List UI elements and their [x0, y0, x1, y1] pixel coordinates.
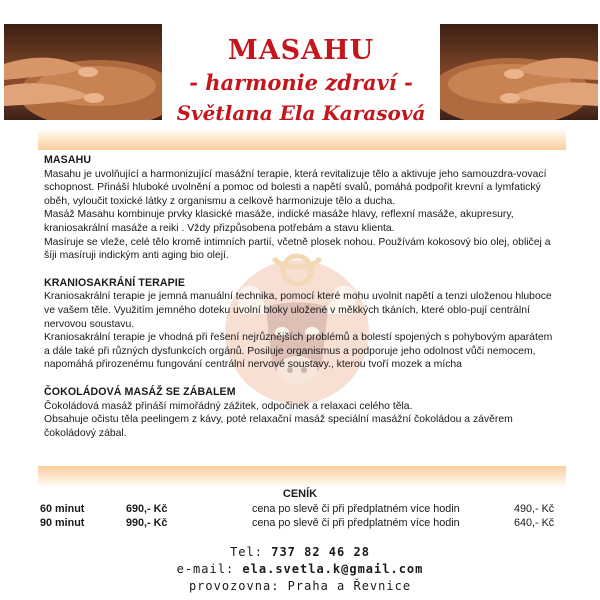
paragraph: Masíruje se vleže, celé tělo kromě intimních partií, včetně plosek nohou. Používám kokosový bio olej, obličej a šíji masíruji indickým anti aging bio olejí.	[44, 236, 551, 262]
phone-number[interactable]: 737 82 46 28	[271, 545, 370, 559]
phone-line	[0, 544, 600, 561]
section-craniosacral	[44, 277, 558, 372]
price-amount: 990,- Kč	[126, 517, 168, 529]
page-title: MASAHU	[227, 35, 375, 66]
email-label: e-mail:	[176, 562, 235, 576]
section-masahu	[44, 154, 558, 263]
paragraph: Čokoládová masáž přináší mimořádný zážitek, odpočinek a relaxaci celého těla.	[44, 400, 413, 412]
massage-photo-left	[4, 24, 162, 120]
section-chocolate	[44, 386, 558, 440]
section-title: KRANIOSAKRÁNÍ TERAPIE	[44, 276, 186, 289]
address-line	[0, 578, 600, 595]
price-duration: 60 minut	[40, 503, 85, 515]
decorative-band-top	[38, 128, 566, 150]
email-line	[0, 561, 600, 578]
price-duration: 90 minut	[40, 517, 85, 529]
massage-photo-right	[440, 24, 598, 120]
email-link[interactable]: ela.svetla.k@gmail.com	[242, 562, 424, 576]
phone-label: Tel:	[230, 545, 263, 559]
address-label: provozovna:	[188, 579, 280, 593]
therapist-name: Světlana Ela Karasová	[176, 101, 426, 125]
paragraph: Kraniosakrální terapie je vhodná při řešení nejrůznějších problémů a bolestí spojených s pohybovým aparátem a dále také při různých dysfunkcích orgánů. Posiluje organismus a podporuje jeho odolnost vůči nemocem, napomáhá přirozenému fungování centrální nervové soustavy., kterou tvoří mozek a mícha	[44, 332, 553, 371]
decorative-band-bottom	[38, 466, 566, 488]
price-discount: 490,- Kč	[514, 503, 555, 515]
paragraph: Obsahuje očistu těla peelingem z kávy, poté relaxační masáž speciální masážní čokoládou a závěrem čokoládový zábal.	[44, 414, 513, 439]
price-discount: 640,- Kč	[514, 517, 555, 529]
paragraph: Masahu je uvolňující a harmonizující masážní terapie, která revitalizuje tělo a aktivuje jeho samouzdra-vovací schopnost. Přináší hluboké uvolnění a pomoc od bolesti a napětí svalů, pomáhá podpořit krevní a lymfatický oběh, vyloučit toxické látky z organismu a celkově harmonizuje tělo a ducha.	[44, 168, 547, 207]
paragraph: Kraniosakrální terapie je jemná manuální technika, pomocí které mohu uvolnit napětí a tenzi uloženou hluboce ve vašem těle. Využitím jemného doteku uvolní bloky uložené v měkkých tkáních, které oblo-pují centrální nervovou soustavu.	[44, 291, 552, 330]
price-row	[0, 517, 600, 531]
section-title: ČOKOLÁDOVÁ MASÁŽ SE ZÁBALEM	[44, 385, 236, 398]
title-block	[165, 36, 437, 126]
contact-block	[0, 544, 600, 595]
price-amount: 690,- Kč	[126, 503, 168, 515]
price-heading: CENÍK	[282, 488, 318, 500]
section-title: MASAHU	[44, 154, 92, 166]
price-row	[0, 503, 600, 517]
main-content	[44, 154, 558, 454]
address-value: Praha a Řevnice	[287, 579, 412, 593]
paragraph: Masáž Masahu kombinuje prvky klasické masáže, indické masáže hlavy, reflexní masáže, akupresury, kraniosakrální masáže a reiki . Vždy přizpůsobena potřebám a stavu klienta.	[44, 209, 514, 234]
page-subtitle: - harmonie zdraví -	[189, 70, 413, 95]
header	[0, 0, 600, 140]
price-note: cena po slevě či při předplatném více hodin	[252, 503, 460, 515]
price-note: cena po slevě či při předplatném více hodin	[252, 517, 460, 529]
